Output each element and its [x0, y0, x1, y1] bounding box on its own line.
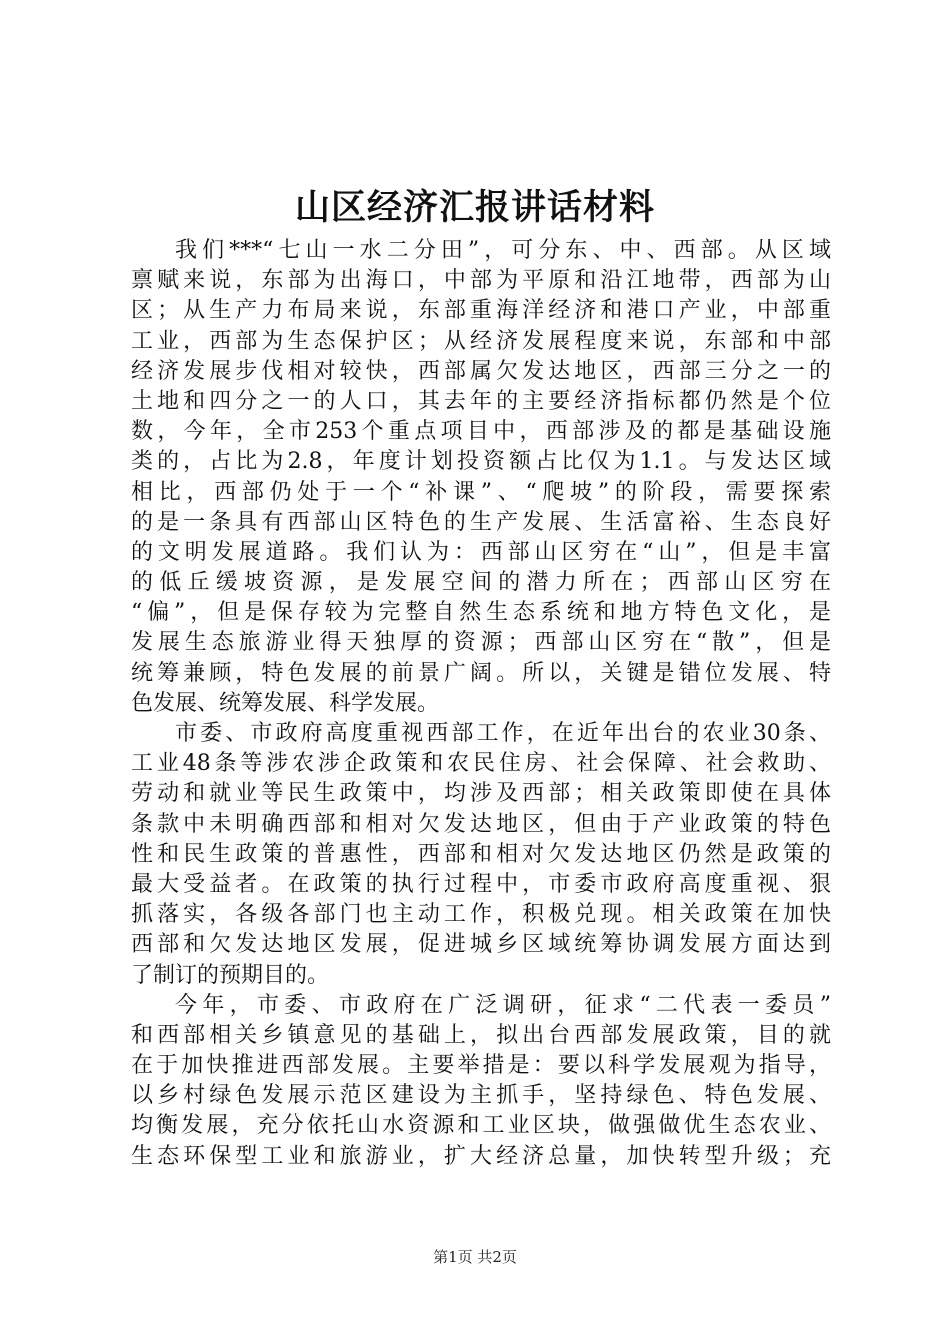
text-line: 禀赋来说，东部为出海口，中部为平原和沿江地带，西部为山: [131, 268, 831, 294]
paragraph: [131, 991, 831, 1172]
text-line: 数，今年，全市253个重点项目中，西部涉及的都是基础设施: [131, 419, 831, 445]
text-line: 和西部相关乡镇意见的基础上，拟出台西部发展政策，目的就: [131, 1022, 831, 1048]
text-line: 条款中未明确西部和相对欠发达地区，但由于产业政策的特色: [131, 811, 831, 837]
text-line: 色发展、统筹发展、科学发展。: [131, 690, 440, 716]
text-line: 类的，占比为2.8，年度计划投资额占比仅为1.1。与发达区域: [131, 449, 831, 475]
text-line: 了制订的预期目的。: [131, 962, 330, 988]
text-line: 最大受益者。在政策的执行过程中，市委市政府高度重视、狠: [131, 871, 831, 897]
text-line: 生态环保型工业和旅游业，扩大经济总量，加快转型升级；充: [131, 1143, 831, 1169]
text-line: 今年，市委、市政府在广泛调研，征求“二代表一委员”: [175, 992, 831, 1018]
text-line: 的是一条具有西部山区特色的生产发展、生活富裕、生态良好: [131, 509, 831, 535]
text-line: 经济发展步伐相对较快，西部属欠发达地区，西部三分之一的: [131, 358, 831, 384]
page-number-footer: 第1页 共2页: [433, 1248, 517, 1266]
text-line: 的文明发展道路。我们认为：西部山区穷在“山”，但是丰富: [131, 539, 831, 565]
document-body: [131, 236, 831, 1172]
text-line: 工业，西部为生态保护区；从经济发展程度来说，东部和中部: [131, 328, 831, 354]
document-title: 山区经济汇报讲话材料: [294, 187, 655, 228]
text-line: 均衡发展，充分依托山水资源和工业区块，做强做优生态农业、: [131, 1113, 831, 1139]
text-line: 市委、市政府高度重视西部工作，在近年出台的农业30条、: [175, 721, 831, 746]
text-line: 劳动和就业等民生政策中，均涉及西部；相关政策即使在具体: [131, 781, 831, 807]
text-line: 发展生态旅游业得天独厚的资源；西部山区穷在“散”，但是: [131, 630, 831, 656]
text-line: 性和民生政策的普惠性，西部和相对欠发达地区仍然是政策的: [131, 841, 831, 867]
text-line: 相比，西部仍处于一个“补课”、“爬坡”的阶段，需要探索: [131, 479, 831, 505]
text-line: 区；从生产力布局来说，东部重海洋经济和港口产业，中部重: [131, 298, 831, 324]
paragraph: [131, 236, 831, 719]
text-line: 统筹兼顾，特色发展的前景广阔。所以，关键是错位发展、特: [131, 660, 831, 686]
text-line: 工业48条等涉农涉企政策和农民住房、社会保障、社会救助、: [131, 751, 831, 777]
text-line: 西部和欠发达地区发展，促进城乡区域统筹协调发展方面达到: [131, 932, 831, 958]
paragraph: [131, 719, 831, 991]
text-line: 以乡村绿色发展示范区建设为主抓手，坚持绿色、特色发展、: [131, 1083, 831, 1109]
text-line: “偏”，但是保存较为完整自然生态系统和地方特色文化，是: [131, 600, 831, 626]
text-line: 我们***“七山一水二分田”，可分东、中、西部。从区域: [175, 238, 831, 263]
text-line: 土地和四分之一的人口，其去年的主要经济指标都仍然是个位: [131, 388, 831, 414]
text-line: 在于加快推进西部发展。主要举措是：要以科学发展观为指导，: [131, 1053, 831, 1079]
text-line: 抓落实，各级各部门也主动工作，积极兑现。相关政策在加快: [131, 902, 831, 928]
text-line: 的低丘缓坡资源，是发展空间的潜力所在；西部山区穷在: [131, 570, 831, 596]
